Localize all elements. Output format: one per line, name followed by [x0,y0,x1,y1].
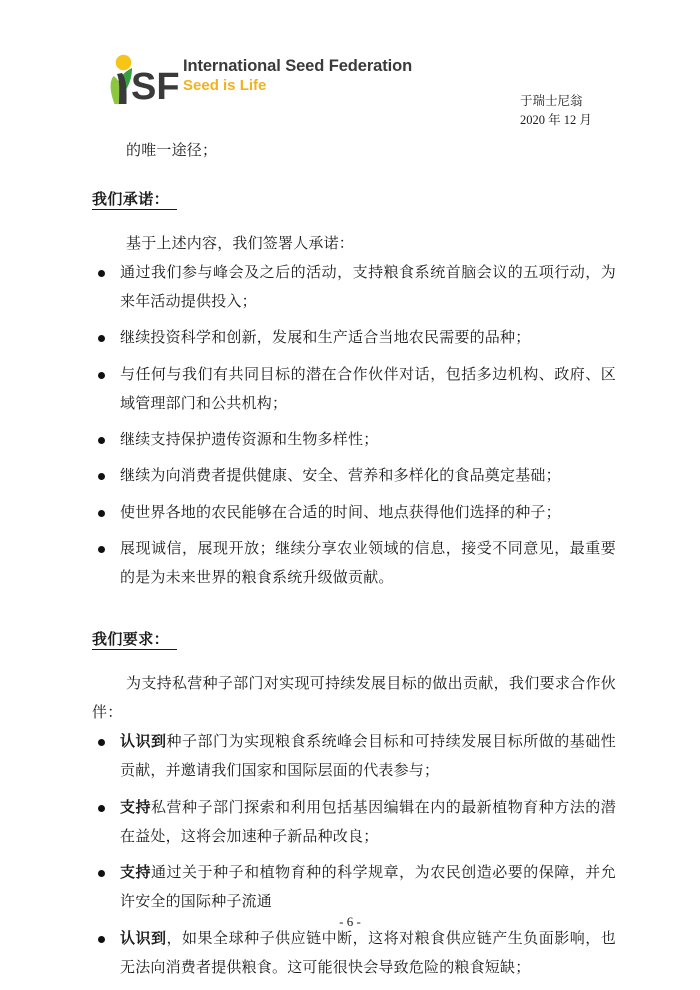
list-item-text: 通过我们参与峰会及之后的活动，支持粮食系统首脑会议的五项行动，为来年活动提供投入； [120,264,616,310]
header-place: 于瑞士尼翁 [520,94,583,108]
page-number: - 6 - [339,914,361,929]
list-item [92,925,616,984]
spacer [92,656,616,670]
header-place-date [520,92,660,131]
list-item-text: 使世界各地的农民能够在合适的时间、地点获得他们选择的种子； [120,504,561,521]
isf-logo-tagline: Seed is Life [183,76,267,94]
bullet-icon [98,473,105,480]
isf-logo-block [101,54,412,106]
list-item-lead: 支持 [120,799,152,816]
list-item-lead: 认识到 [120,734,167,750]
requests-intro: 为支持私营种子部门对实现可持续发展目标的做出贡献，我们要求合作伙伴： [92,675,616,721]
list-item [92,535,616,594]
list-item-lead: 支持 [120,865,152,881]
list-item-text: 继续支持保护遗传资源和生物多样性； [120,432,379,448]
bullet-icon [98,739,105,746]
page-footer [0,914,700,930]
document-content [92,137,616,990]
isf-logo-icon [101,54,179,106]
header-date: 2020 年 12 月 [520,113,592,128]
list-item [92,499,616,528]
spacer [92,166,616,186]
bullet-icon [98,335,105,342]
list-item [92,361,616,420]
list-item-text: 继续为向消费者提供健康、安全、营养和多样化的食品奠定基础； [120,468,561,485]
bullet-icon [98,437,105,444]
spacer [92,216,616,230]
bullet-icon [98,805,105,812]
list-item-text: 展现诚信，展现开放；继续分享农业领域的信息，接受不同意见，最重要的是为未来世界的粮食系统升级做贡献。 [120,540,616,586]
isf-logo-wordmark [183,54,412,94]
svg-text:SF: SF [131,66,179,106]
requests-list [92,728,616,983]
document-header [0,0,700,135]
section-heading-commitments-text: 我们承诺： [92,192,177,210]
bullet-icon [98,510,105,517]
section-heading-requests-text: 我们要求： [92,632,177,650]
bullet-icon [98,270,105,277]
list-item-text: 通过关于种子和植物育种的科学规章，为农民创造必要的保障，并允许安全的国际种子流通 [120,865,616,911]
bullet-icon [98,936,105,943]
bullet-icon [98,870,105,877]
commitments-list [92,259,616,594]
spacer [92,600,616,626]
list-item [92,859,616,918]
section-heading-requests [92,626,616,655]
section-heading-commitments [92,186,616,215]
list-item [92,462,616,491]
list-item-lead: 认识到 [120,930,167,947]
list-item-text: 私营种子部门探索和利用包括基因编辑在内的最新植物育种方法的潜在益处，这将会加速种子新品种改良； [120,799,616,845]
isf-logo-title: International Seed Federation [183,57,413,75]
list-item-text: 种子部门为实现粮食系统峰会目标和可持续发展目标所做的基础性贡献，并邀请我们国家和国际层面的代表参与； [120,734,616,780]
list-item-text: ，如果全球种子供应链中断，这将对粮食供应链产生负面影响，也无法向消费者提供粮食。这可能很快会导致危险的粮食短缺； [120,930,616,976]
list-item [92,426,616,455]
list-item-text: 与任何与我们有共同目标的潜在合作伙伴对话，包括多边机构、政府、区域管理部门和公共机构； [120,366,616,412]
list-item [92,794,616,853]
list-item-text: 继续投资科学和创新，发展和生产适合当地农民需要的品种； [120,330,531,347]
list-item [92,324,616,353]
list-item [92,728,616,787]
bullet-icon [98,546,105,553]
continued-line: 的唯一途径； [126,143,218,159]
bullet-icon [98,372,105,379]
list-item [92,259,616,318]
commitments-intro: 基于上述内容，我们签署人承诺： [126,235,355,252]
